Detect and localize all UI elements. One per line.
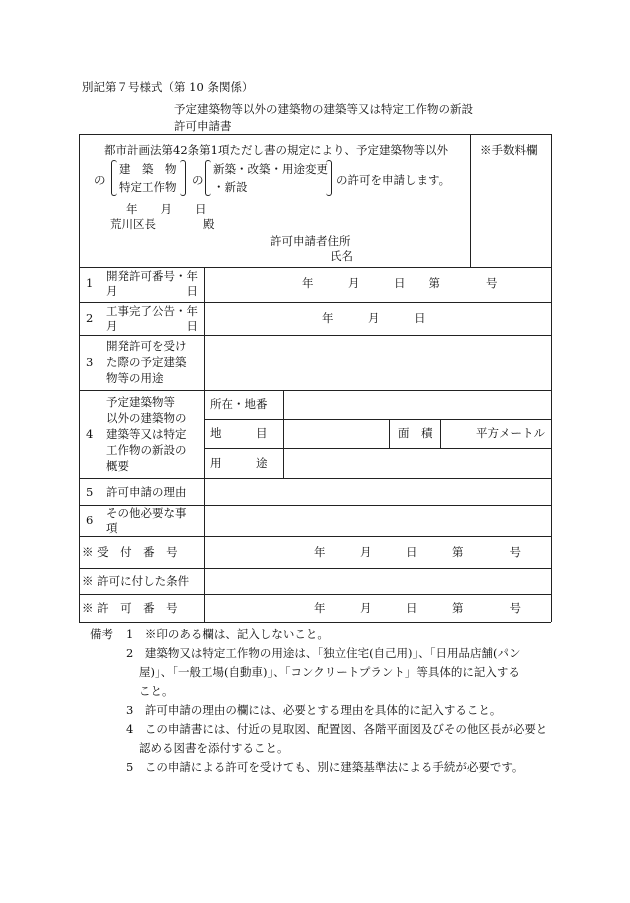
option-new-installation[interactable]: ・新設 — [213, 180, 248, 194]
row2-label-line1: 工事完了公告・年 — [106, 304, 198, 318]
row6-number: 6 — [86, 513, 94, 527]
row4-use-label: 用 途 — [210, 456, 268, 470]
row4-label-line4: 工作物の新設の — [106, 443, 187, 457]
fee-column-divider — [470, 134, 471, 267]
row4-land-category-field[interactable] — [284, 420, 388, 447]
row4-location-field[interactable] — [284, 391, 550, 418]
area-label-left-divider — [389, 419, 390, 448]
row1-label-line1: 開発許可番号・年 — [106, 269, 198, 283]
form-title-line1: 予定建築物等以外の建築物の建築等又は特定工作物の新設 — [174, 102, 473, 116]
table-row-divider — [79, 594, 551, 595]
row3-label-line1: 開発許可を受け — [106, 339, 187, 353]
row4-label-line5: 概要 — [106, 459, 129, 473]
addressee-label: 荒川区長 — [110, 217, 156, 231]
table-border-left — [79, 134, 80, 622]
row4-land-category-label: 地 目 — [210, 426, 268, 440]
connector-no-mid: の — [192, 173, 204, 187]
row6-other-field[interactable] — [205, 506, 550, 535]
note-4-line2: 認める図書を添付すること。 — [139, 741, 289, 755]
row5-reason-field[interactable] — [205, 479, 550, 504]
option-specific-structure[interactable]: 特定工作物 — [119, 180, 177, 194]
row4-label-line1: 予定建築物等 — [106, 395, 175, 409]
option1-bracket-left — [111, 160, 117, 196]
table-border-right — [551, 134, 552, 622]
row4-area-label: 面 積 — [398, 426, 433, 440]
row2-label-line2: 月 日 — [106, 319, 198, 333]
option2-bracket-left — [205, 160, 211, 196]
row3-planned-use-field[interactable] — [205, 336, 550, 389]
applicant-address-label: 許可申請者住所 — [270, 234, 351, 248]
note-2-line1: 2 建築物又は特定工作物の用途は、「独立住宅(自己用)」、「日用品店舗(パン — [126, 646, 521, 660]
row9-permit-number-label: ※ 許 可 番 号 — [82, 601, 178, 615]
application-date[interactable]: 年 月 日 — [126, 202, 207, 216]
row4-location-label: 所在・地番 — [210, 397, 268, 411]
row5-label: 許可申請の理由 — [106, 485, 187, 499]
table-border-bottom — [79, 622, 551, 623]
row9-permit-number-value: 年 月 日 第 号 — [314, 601, 521, 615]
table-border-top — [79, 134, 551, 135]
row4-use-field[interactable] — [284, 449, 550, 477]
fee-field-label: ※手数料欄 — [480, 143, 538, 157]
row4-label-line2: 以外の建築物の — [106, 411, 187, 425]
row8-permit-conditions-field — [205, 569, 550, 593]
row1-label-line2: 月 日 — [106, 284, 198, 298]
row3-label-line3: 物等の用途 — [106, 371, 164, 385]
note-3: 3 許可申請の理由の欄には、必要とする理由を具体的に記入すること。 — [126, 703, 502, 717]
row3-label-line2: た際の予定建築 — [106, 355, 187, 369]
option-building[interactable]: 建 築 物 — [119, 162, 177, 176]
row4-number: 4 — [86, 427, 94, 441]
note-1: 1 ※印のある欄は、記入しないこと。 — [126, 627, 329, 641]
note-2-line2: 屋)」、「一般工場(自動車)」、「コンクリートプラント」等具体的に記入する — [139, 665, 520, 679]
row2-completion-notice-value[interactable]: 年 月 日 — [322, 311, 426, 325]
form-title-line2: 許可申請書 — [174, 119, 232, 133]
row6-label-line1: その他必要な事 — [106, 506, 187, 520]
row7-receipt-number-value: 年 月 日 第 号 — [314, 545, 521, 559]
area-label-right-divider — [440, 419, 441, 448]
row4-area-unit[interactable]: 平方メートル — [476, 426, 545, 440]
row8-permit-conditions-label: ※ 許可に付した条件 — [82, 574, 190, 588]
applicant-name-label: 氏名 — [330, 249, 353, 263]
connector-no-prefix: の — [94, 173, 106, 187]
row6-label-line2: 項 — [106, 521, 118, 535]
note-5: 5 この申請による許可を受けても、別に建築基準法による手続が必要です。 — [126, 760, 524, 774]
row4-label-line3: 建築等又は特定 — [106, 427, 187, 441]
row3-number: 3 — [86, 355, 94, 369]
table-row-divider — [79, 302, 551, 303]
addressee-honorific: 殿 — [203, 217, 215, 231]
application-intro-text: 都市計画法第42条第1項ただし書の規定により、予定建築物等以外 — [104, 143, 448, 157]
row1-development-permit-value[interactable]: 年 月 日 第 号 — [302, 276, 498, 290]
table-row-divider — [79, 536, 551, 537]
row5-number: 5 — [86, 485, 94, 499]
option2-bracket-right — [326, 160, 332, 196]
application-suffix-text: の許可を申請します。 — [336, 173, 451, 187]
table-row-divider — [79, 267, 551, 268]
form-reference: 別記第７号様式（第 10 条関係） — [82, 80, 254, 94]
note-2-line3: こと。 — [139, 684, 174, 698]
option1-bracket-right — [180, 160, 186, 196]
row1-number: 1 — [86, 276, 94, 290]
row7-receipt-number-label: ※ 受 付 番 号 — [82, 545, 178, 559]
row2-number: 2 — [86, 311, 94, 325]
notes-heading: 備考 — [90, 627, 113, 641]
option-new-rebuild-change[interactable]: 新築・改築・用途変更 — [213, 162, 328, 176]
note-4-line1: 4 この申請書には、付近の見取図、配置図、各階平面図及びその他区長が必要と — [126, 722, 548, 736]
